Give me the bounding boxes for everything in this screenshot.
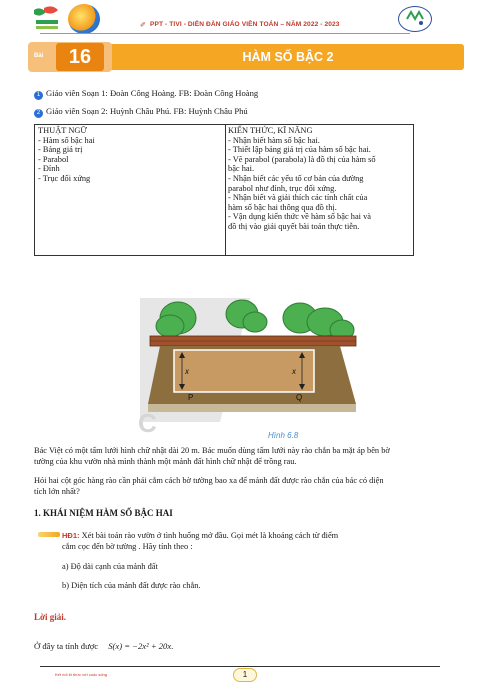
forum-logo-graphic [399, 7, 430, 30]
term-item: - Trục đối xứng [38, 173, 91, 183]
activity-line-1 [40, 530, 460, 541]
intro-line-1: Bác Việt có một tấm lưới hình chữ nhật dài 20 m. Bác muốn dùng tấm lưới này rào chắn ba mặt áp bên bờ [34, 446, 390, 455]
fig-label-x-right: x [292, 367, 296, 376]
formula-line: Ở đây ta tính được S(x) = −2x² + 20x. [34, 641, 174, 651]
skill-line: - Vận dụng kiến thức về hàm số bậc hai và [228, 212, 371, 222]
activity-tag: HĐ1: [62, 531, 80, 540]
section-title: 1. KHÁI NIỆM HÀM SỐ BẬC HAI [34, 508, 173, 518]
header-divider [40, 33, 410, 34]
skill-line: - Thiết lập bảng giá trị của hàm số bậc hai. [228, 145, 371, 155]
term-item: - Hàm số bậc hai [38, 135, 95, 145]
skill-line: hàm số bậc hai thông qua đồ thị. [228, 202, 337, 212]
fig-label-p: P [188, 393, 194, 402]
lesson-title: HÀM SỐ BẬC 2 [242, 50, 334, 64]
pen-icon: ✐ [140, 21, 146, 29]
skill-line: - Nhận biết các yếu tố cơ bản của đường [228, 173, 364, 183]
author-2-text: Giáo viên Soạn 2: Huỳnh Châu Phú. FB: Huỳnh Châu Phú [46, 106, 248, 116]
skill-line: parabol như đỉnh, trục đối xứng. [228, 183, 337, 193]
number-bullet-icon: 2 [34, 109, 43, 118]
skills-column [228, 126, 410, 232]
author-1-text: Giáo viên Soạn 1: Đoàn Công Hoàng. FB: Đoàn Công Hoàng [46, 88, 259, 98]
question-paragraph [34, 476, 464, 498]
garden-fence-illustration [130, 292, 362, 438]
intro-line-2: tường của khu vườn nhà mình thành một mảnh đất hình chữ nhật để trồng rau. [34, 456, 297, 466]
skill-line: - Vẽ parabol (parabola) là đồ thị của hàm số [228, 154, 376, 164]
fig-label-x-left: x [185, 367, 189, 376]
figure-caption: Hình 6.8 [268, 431, 299, 440]
author-line-1 [34, 88, 258, 100]
table-column-divider [225, 125, 226, 255]
school-logo-icon [30, 4, 64, 34]
question-line-2: tích lớn nhất? [34, 486, 80, 496]
number-bullet-icon: 1 [34, 91, 43, 100]
activity-item-b: b) Diện tích của mảnh đất được rào chắn. [62, 581, 201, 590]
skill-line: đồ thị vào giải quyết bài toán thực tiễn. [228, 221, 360, 231]
lesson-number: 16 [56, 43, 104, 71]
question-line-1: Hỏi hai cột góc hàng rào cần phải cắm cách bờ tường bao xa để mảnh đất được rào chắn của bác có diện [34, 476, 384, 485]
terms-header: THUẬT NGỮ [38, 126, 87, 135]
page-number: 1 [233, 668, 257, 682]
lesson-bai-label: Bài [34, 53, 44, 59]
area-formula: S(x) = −2x² + 20x [108, 641, 172, 651]
activity-hd1 [40, 530, 460, 552]
forum-logo-icon [398, 6, 432, 32]
skills-header: KIẾN THỨC, KĨ NĂNG [228, 126, 313, 135]
skill-line: - Nhận biết hàm số bậc hai. [228, 135, 320, 145]
activity-text-1: Xét bài toán rào vườn ở tình huống mở đầu. Gọi mét là khoảng cách từ điểm [81, 531, 339, 540]
globe-logo-icon [68, 4, 100, 34]
footer-text: Kết nối tri thức với cuộc sống [55, 672, 107, 677]
terms-skills-table [34, 124, 414, 256]
intro-paragraph [34, 446, 464, 468]
formula-prefix: Ở đây ta tính được [34, 641, 99, 651]
fig-label-q: Q [296, 393, 303, 402]
skill-line: - Nhận biết và giải thích các tính chất của [228, 193, 368, 203]
solution-heading: Lời giải. [34, 612, 66, 622]
footer-divider [40, 666, 440, 667]
page-header [0, 0, 495, 40]
terms-column [38, 126, 222, 184]
activity-text-2: cắm cọc đến bờ tường . Hãy tính theo : [62, 542, 193, 551]
activity-item-a: a) Độ dài cạnh của mảnh đất [62, 562, 158, 571]
term-item: - Parabol [38, 154, 69, 164]
header-title: PPT - TIVI - DIỄN ĐÀN GIÁO VIÊN TOÁN – NĂM 2022 - 2023 [150, 21, 340, 28]
svg-text:C: C [138, 408, 157, 438]
term-item: - Đỉnh [38, 164, 60, 174]
skill-line: bậc hai. [228, 164, 255, 174]
author-line-2 [34, 106, 248, 118]
term-item: - Bảng giá trị [38, 145, 83, 155]
